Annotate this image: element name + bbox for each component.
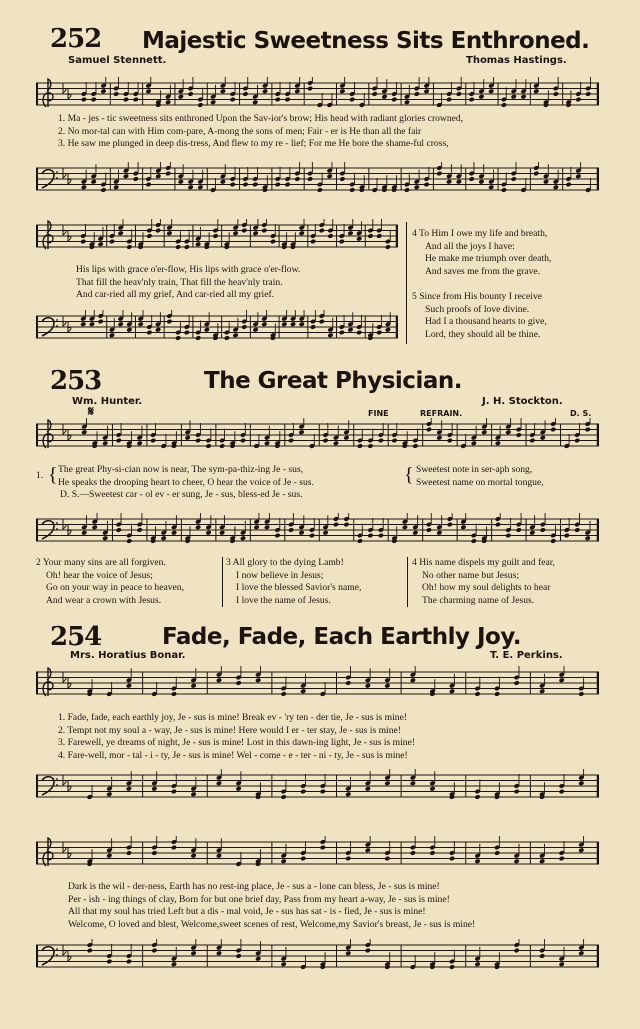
words-credit: Samuel Stennett. <box>68 55 167 66</box>
lyric-line: 3. Farewell, ye dreams of night, Je - sus is mine! Lost in this dawn-ing light, Je - sus is mine! <box>58 737 416 748</box>
stanza-line: 4 To Him I owe my life and breath, <box>412 228 548 239</box>
stanza-line: 2 Your many sins are all forgiven. <box>36 557 166 568</box>
stanza-line: And all the joys I have: <box>425 240 515 252</box>
brace: { <box>48 464 58 486</box>
music-credit: Thomas Hastings. <box>466 55 567 66</box>
stanza-line: Oh! how my soul delights to hear <box>422 582 551 593</box>
words-credit: Wm. Hunter. <box>72 396 143 407</box>
words-credit: Mrs. Horatius Bonar. <box>70 650 186 661</box>
music-staff-bass <box>36 769 599 803</box>
music-staff-bass <box>36 513 599 547</box>
lyric-line: Sweetest name on mortal tongue, <box>416 476 544 488</box>
lyrics-block <box>58 464 314 502</box>
staff-notation <box>36 162 599 196</box>
lyrics-block <box>58 113 463 151</box>
music-staff-bass <box>36 310 398 344</box>
music-staff-treble <box>36 666 599 700</box>
lyric-line: Welcome, O loved and blest, Welcome,sweet scenes of rest, Welcome,my Savior's breast, Je - sus is mine! <box>68 918 476 930</box>
brace: { <box>404 464 414 486</box>
refrain-lyrics <box>416 464 544 489</box>
music-staff-treble <box>36 836 599 870</box>
stanza-line: And saves me from the grave. <box>425 265 541 277</box>
refrain-mark: REFRAIN. <box>420 409 463 418</box>
stanza-line: Had I a thousand hearts to give, <box>425 316 547 327</box>
lyric-line: Sweetest note in ser-aph song, <box>416 464 533 475</box>
stanza-line: I now believe in Jesus; <box>236 569 324 581</box>
music-staff-treble <box>36 418 599 452</box>
lyrics-block <box>76 264 300 302</box>
stanza-block <box>36 557 184 607</box>
lyric-line: He speaks the drooping heart to cheer, O hear the voice of Je - sus. <box>58 476 314 488</box>
lyric-line: D. S.—Sweetest car - ol ev - er sung, Je - sus, bless-ed Je - sus. <box>60 489 303 500</box>
column-divider <box>406 222 407 344</box>
lyric-line: That fill the heav'nly train, That fill the heav'nly train. <box>76 276 283 288</box>
lyric-line: 2. Tempt not my soul a - way, Je - sus is mine! Here would I er - ter stay, Je - sus is mine! <box>58 724 401 736</box>
lyric-line: 2. No mor-tal can with Him com-pare, A-mong the sons of men; Fair - er is He than all the fair <box>58 125 422 137</box>
lyric-line: The great Phy-si-cian now is near, The sym-pa-thiz-ing Je - sus, <box>58 464 304 475</box>
hymn-title: The Great Physician. <box>204 368 462 394</box>
staff-notation <box>36 513 599 547</box>
stanza-line: And wear a crown with Jesus. <box>46 594 162 606</box>
lyric-line: And car-ried all my grief, And car-ried all my grief. <box>76 289 275 300</box>
lyric-line: 4. Fare-well, mor - tal - i - ty, Je - sus is mine! Wel - come - e - ter - ni - ty, Je - sus is mine! <box>58 749 408 761</box>
stanza-line: Such proofs of love divine. <box>425 303 530 315</box>
lyric-line: 1. Ma - jes - tic sweetness sits enthroned Upon the Sav-ior's brow; His head with radiant glories crowned, <box>58 113 464 124</box>
column-divider <box>407 557 408 607</box>
music-staff-treble <box>36 77 599 111</box>
stanza-line: I love the name of Jesus. <box>236 594 331 606</box>
stanza-block <box>412 557 555 607</box>
hymn-title: Majestic Sweetness Sits Enthroned. <box>142 28 590 54</box>
music-credit: J. H. Stockton. <box>482 396 563 407</box>
stanza-block <box>412 291 547 341</box>
staff-notation <box>36 769 599 803</box>
stanza-line: 4 His name dispels my guilt and fear, <box>412 557 555 568</box>
fine-mark: FINE <box>368 409 389 418</box>
stanza-line: 3 All glory to the dying Lamb! <box>226 557 344 568</box>
verse-number: 1. <box>36 470 44 481</box>
stanza-block <box>412 228 551 278</box>
hymn-number: 253 <box>50 366 102 396</box>
stanza-line: He make me triumph over death, <box>425 253 552 264</box>
lyric-line: 1. Fade, fade, each earthly joy, Je - sus is mine! Break ev - 'ry ten - der tie, Je - sus is mine! <box>58 712 408 723</box>
staff-notation <box>36 219 398 253</box>
staff-notation <box>36 836 599 870</box>
lyric-line: His lips with grace o'er-flow, His lips with grace o'er-flow. <box>76 264 301 275</box>
stanza-line: Lord, they should all be thine. <box>425 328 541 340</box>
staff-notation <box>36 939 599 973</box>
stanza-line: Oh! hear the voice of Jesus; <box>46 569 153 581</box>
music-staff-treble <box>36 219 398 253</box>
hymn-title: Fade, Fade, Each Earthly Joy. <box>162 624 521 650</box>
lyric-line: Per - ish - ing things of clay, Born for but one brief day, Pass from my heart a-way, Je - sus is mine! <box>68 893 450 905</box>
staff-notation <box>36 310 398 344</box>
hymn-number: 254 <box>50 622 102 652</box>
hymn-number: 252 <box>50 24 102 54</box>
column-divider <box>222 557 223 607</box>
lyric-line: All that my soul has tried Left but a dis - mal void, Je - sus has sat - is - fied, Je - sus is mine! <box>68 906 426 917</box>
lyrics-block <box>68 881 475 931</box>
music-staff-bass <box>36 939 599 973</box>
stanza-line: Go on your way in peace to heaven, <box>46 582 184 593</box>
ds-mark: D. S. <box>570 409 592 418</box>
stanza-line: No other name but Jesus; <box>422 569 519 581</box>
music-staff-bass <box>36 162 599 196</box>
staff-notation <box>36 418 599 452</box>
music-credit: T. E. Perkins. <box>490 650 563 661</box>
stanza-line: 5 Since from His bounty I receive <box>412 291 543 302</box>
lyrics-block <box>58 712 415 762</box>
segno-mark: 𝄋 <box>88 404 95 420</box>
stanza-block <box>226 557 361 607</box>
lyric-line: 3. He saw me plunged in deep dis-tress, And flew to my re - lief; For me He bore the shame-ful cross, <box>58 138 449 149</box>
lyric-line: Dark is the wil - der-ness, Earth has no rest-ing place, Je - sus a - lone can bless, Je - sus is mine! <box>68 881 440 892</box>
staff-notation <box>36 77 599 111</box>
stanza-line: The charming name of Jesus. <box>422 594 535 606</box>
staff-notation <box>36 666 599 700</box>
stanza-line: I love the blessed Savior's name, <box>236 582 362 593</box>
